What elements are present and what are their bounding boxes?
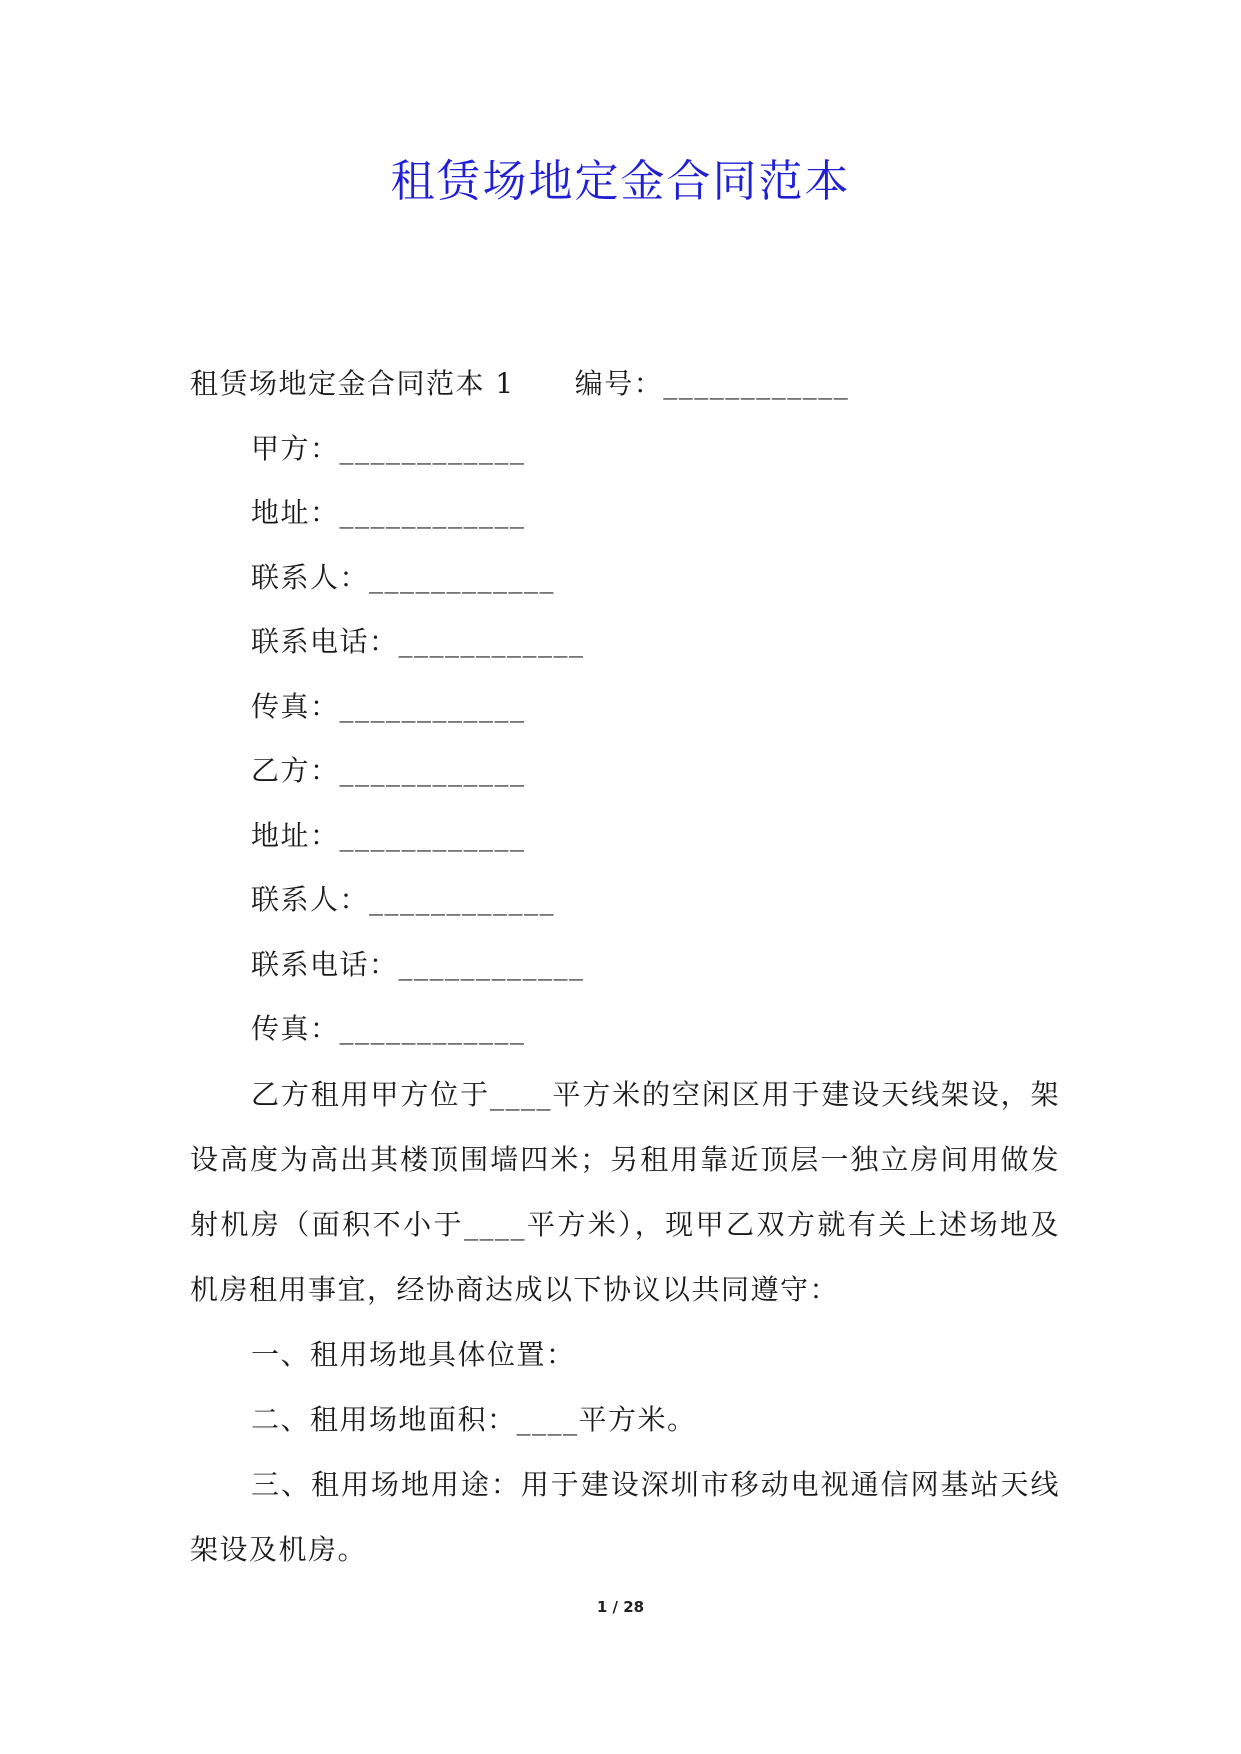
party-a-phone-field: 联系电话：____________ — [251, 625, 585, 658]
party-a-fax-field: 传真：____________ — [251, 689, 526, 723]
document-body — [190, 352, 1060, 1582]
party-b-field: 乙方：____________ — [251, 754, 526, 787]
clause-2: 二、租用场地面积：____平方米。 — [251, 1402, 697, 1436]
contract-subtitle: 租赁场地定金合同范本 1 — [190, 367, 515, 400]
clause-3: 三、租用场地用途：用于建设深圳市移动电视通信网基站天线架设及机房。 — [190, 1467, 1060, 1566]
contract-number-field: 编号：____________ — [574, 367, 850, 400]
party-b-fax-field: 传真：____________ — [251, 1012, 526, 1045]
intro-paragraph: 乙方租用甲方位于____平方米的空闲区用于建设天线架设，架设高度为高出其楼顶围墙四米；另租用靠近顶层一独立房间用做发射机房（面积不小于____平方米），现甲乙双方就有关上述场地及机房租用事宜，经协商达成以下协议以共同遵守： — [190, 1077, 1060, 1306]
party-b-contact-field: 联系人：____________ — [251, 883, 556, 916]
page-number: 1 / 28 — [596, 1598, 645, 1616]
party-b-address-field: 地址：____________ — [251, 818, 526, 852]
party-a-field: 甲方：____________ — [251, 431, 526, 465]
party-b-phone-field: 联系电话：____________ — [251, 947, 585, 981]
clause-1: 一、租用场地具体位置： — [251, 1337, 576, 1371]
heading-line — [190, 352, 1060, 417]
party-a-address-field: 地址：____________ — [251, 496, 526, 529]
document-title: 租赁场地定金合同范本 — [390, 156, 851, 207]
party-a-contact-field: 联系人：____________ — [251, 560, 556, 594]
